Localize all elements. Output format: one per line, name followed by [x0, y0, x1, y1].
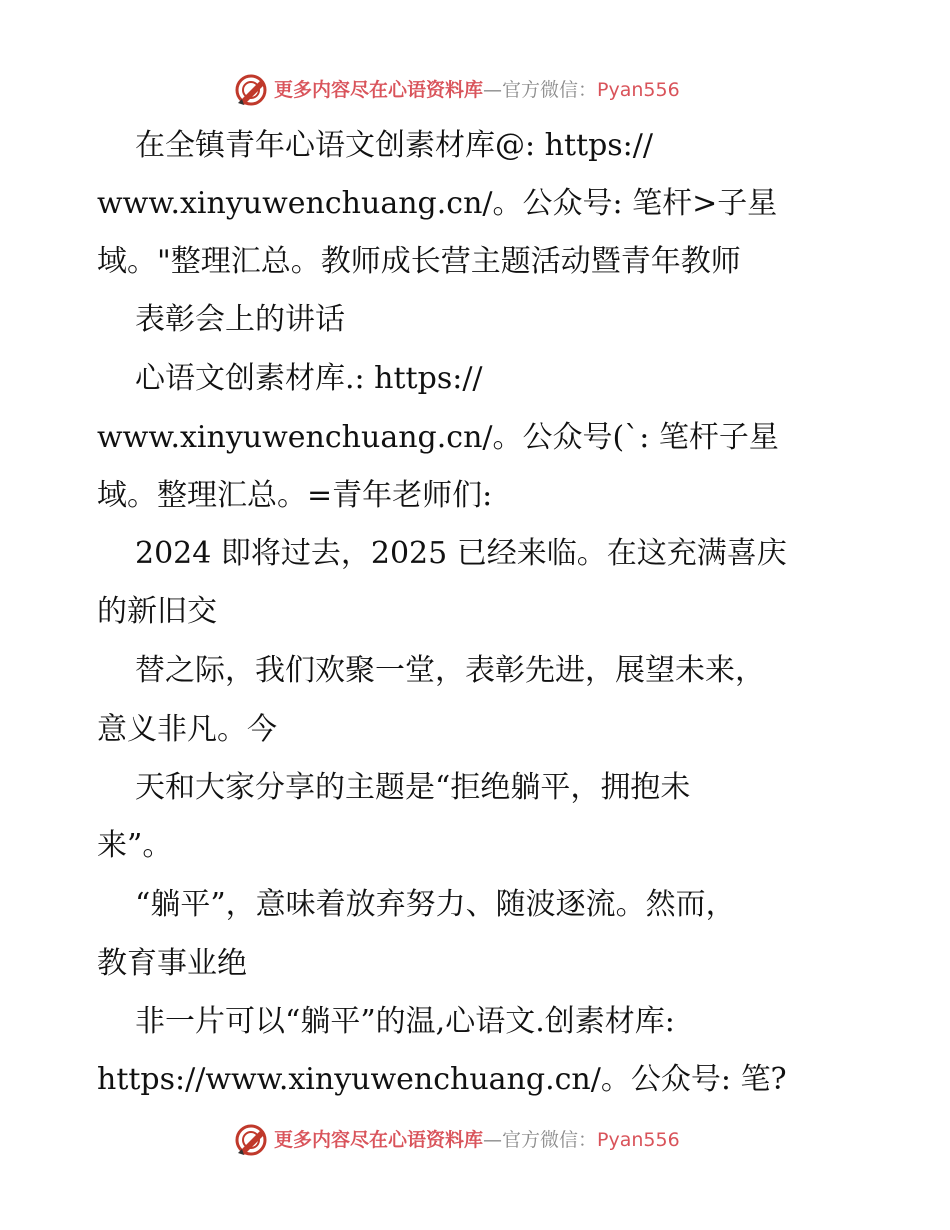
- watermark-official: 官方微信：: [502, 1129, 598, 1151]
- pen-logo-icon: [234, 73, 268, 107]
- body-line: 教育事业绝: [97, 946, 247, 981]
- watermark-wechat-id: Pyan556: [597, 79, 680, 101]
- body-line: “躺平”，意味着放弃努力、随波逐流。然而，: [135, 887, 736, 922]
- footer-watermark-banner: [0, 1120, 950, 1160]
- watermark-main: 更多内容尽在心语资料库: [274, 1129, 484, 1151]
- body-line: 域。整理汇总。=青年老师们:: [97, 478, 493, 513]
- watermark-official: 官方微信：: [502, 79, 598, 101]
- body-line: 非一片可以“躺平”的温,心语文.创素材库:: [135, 1004, 675, 1039]
- body-line: https://www.xinyuwenchuang.cn/。公众号: 笔?: [97, 1062, 787, 1097]
- watermark-dash: —: [483, 79, 503, 101]
- header-watermark-banner: [0, 70, 950, 110]
- pen-logo-icon: [234, 1123, 268, 1157]
- body-line: www.xinyuwenchuang.cn/。公众号(`: 笔杆子星: [97, 420, 779, 455]
- body-line: 的新旧交: [97, 594, 217, 629]
- watermark-text: [274, 1129, 680, 1151]
- body-line: 意义非凡。今: [97, 712, 277, 747]
- body-line: 心语文创素材库.: https://: [135, 361, 483, 396]
- body-line: 域。"整理汇总。教师成长营主题活动暨青年教师: [97, 244, 741, 279]
- body-line: 表彰会上的讲话: [135, 302, 345, 337]
- body-line: 来”。: [97, 828, 173, 863]
- body-line: 在全镇青年心语文创素材库@: https://: [135, 128, 653, 163]
- watermark-main: 更多内容尽在心语资料库: [274, 79, 484, 101]
- body-line: 天和大家分享的主题是“拒绝躺平，拥抱未: [135, 770, 691, 805]
- watermark-wechat-id: Pyan556: [597, 1129, 680, 1151]
- watermark-dash: —: [483, 1129, 503, 1151]
- body-line: 替之际，我们欢聚一堂，表彰先进，展望未来，: [135, 653, 765, 688]
- watermark-text: [274, 79, 680, 101]
- body-line: www.xinyuwenchuang.cn/。公众号: 笔杆>子星: [97, 186, 778, 221]
- body-line: 2024 即将过去，2025 已经来临。在这充满喜庆: [135, 536, 787, 571]
